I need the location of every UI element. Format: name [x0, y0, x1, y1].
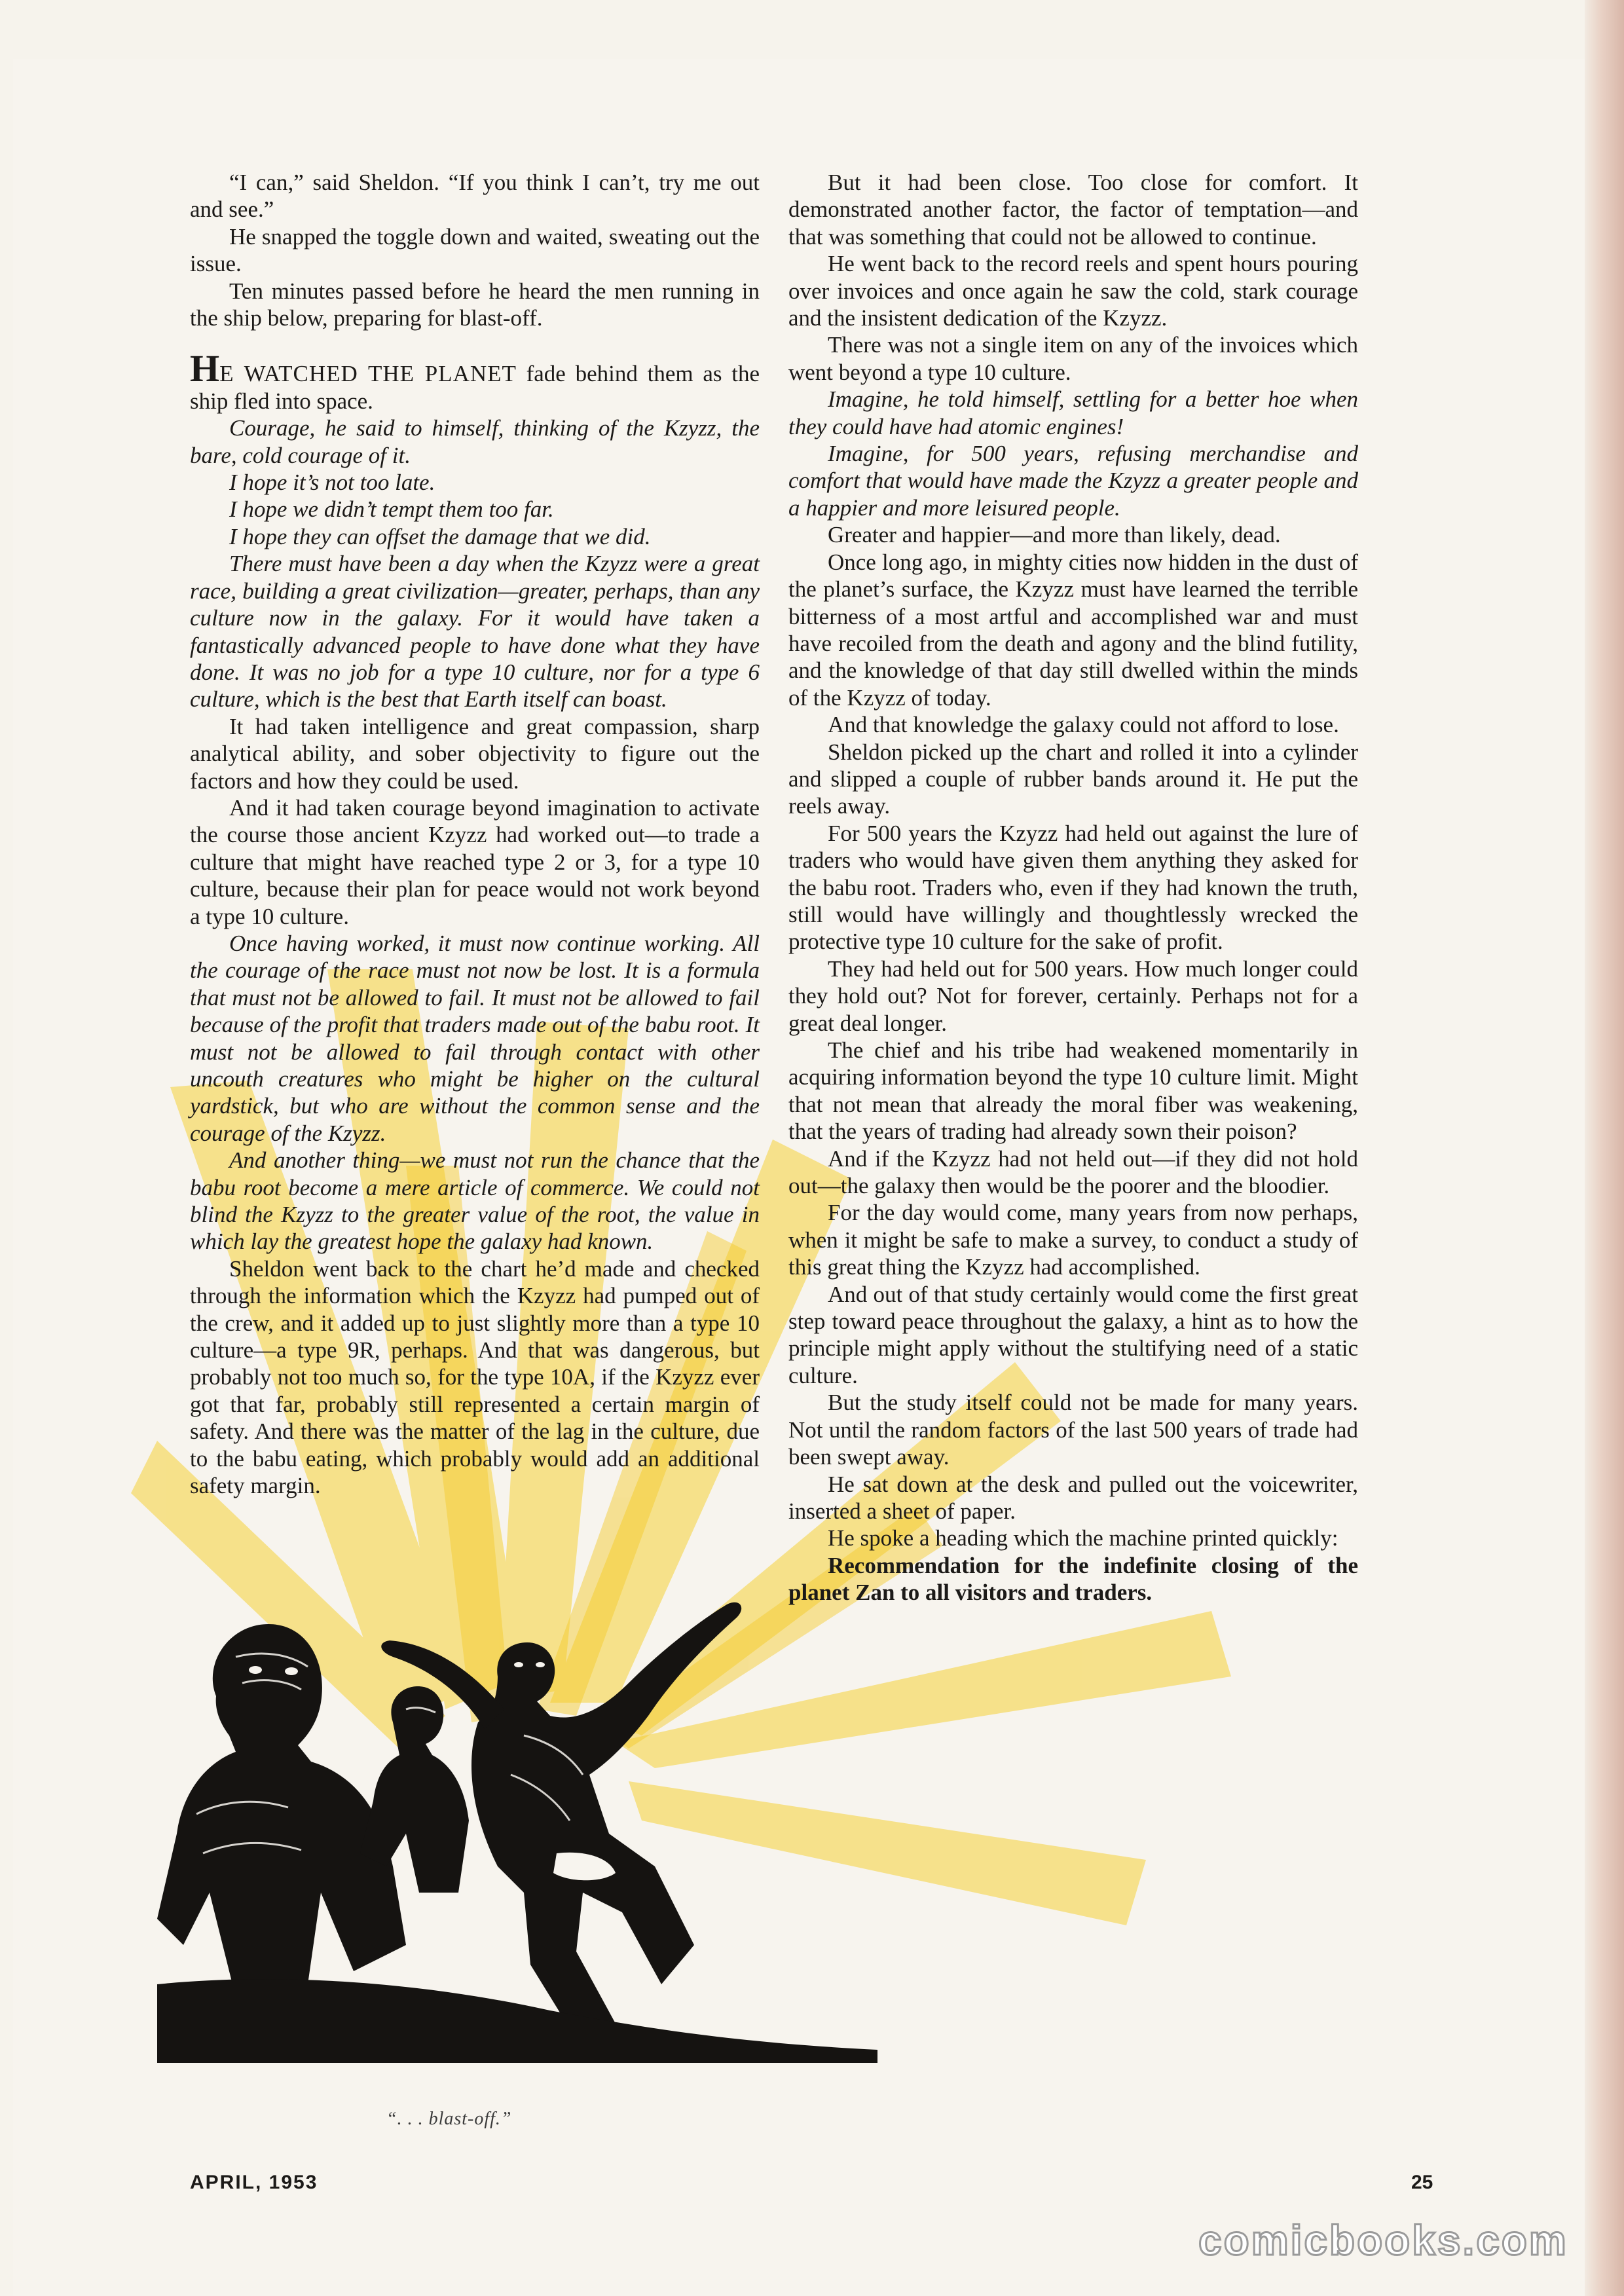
paragraph: I hope they can offset the damage that we did. — [229, 523, 651, 549]
paragraph: And that knowledge the galaxy could not afford to lose. — [828, 712, 1339, 738]
paragraph: Greater and happier—and more than likely, dead. — [828, 522, 1281, 548]
paragraph: Ten minutes passed before he heard the men running in the ship below, preparing for blast-off. — [190, 278, 760, 331]
paragraph: He went back to the record reels and spent hours pouring over invoices and once again he saw the cold, stark courage and the insistent dedication of the Kzyzz. — [788, 251, 1358, 331]
left-text-column — [190, 169, 760, 1500]
paragraph: Courage, he said to himself, thinking of the Kzyzz, the bare, cold courage of it. — [190, 415, 760, 468]
paragraph: “I can,” said Sheldon. “If you think I can’t, try me out and see.” — [190, 170, 760, 223]
paragraph: There must have been a day when the Kzyzz were a great race, building a great civilization—greater, perhaps, than any culture now in the galaxy. For it would have taken a fantastically advanced people to have done what they have done. It was no job for a type 10 culture, nor for a type 6 culture, which is the best that Earth itself can boast. — [190, 551, 760, 713]
section-opening — [190, 347, 760, 415]
right-text-column — [788, 169, 1358, 1606]
small-caps-lead: E WATCHED THE PLANET — [219, 361, 517, 387]
paragraph: But the study itself could not be made for many years. Not until the random factors of the last 500 years of trade had been swept away. — [788, 1390, 1358, 1470]
paragraph: The chief and his tribe had weakened momentarily in acquiring information beyond the type 10 culture limit. Might that not mean that already the moral fiber was weakening, that the years of trading had already sown their poison? — [788, 1037, 1358, 1145]
paragraph: There was not a single item on any of the invoices which went beyond a type 10 culture. — [788, 332, 1358, 385]
paragraph: And it had taken courage beyond imagination to activate the course those ancient Kzyzz had worked out—to trade a culture that might have reached type 2 or 3, for a type 10 culture, because their plan for peace would not work beyond a type 10 culture. — [190, 794, 760, 929]
paragraph: I hope we didn’t tempt them too far. — [229, 496, 554, 523]
paragraph: Imagine, for 500 years, refusing merchandise and comfort that would have made the Kzyzz a greater people and a happier and more leisured people. — [788, 441, 1358, 521]
paragraph: And if the Kzyzz had not held out—if they did not hold out—the galaxy then would be the poorer and the bloodier. — [788, 1145, 1358, 1199]
paragraph: It had taken intelligence and great compassion, sharp analytical ability, and sober objectivity to figure out the factors and how they could be used. — [190, 713, 760, 794]
figures-illustration — [157, 1526, 917, 2063]
paragraph: He snapped the toggle down and waited, sweating out the issue. — [190, 223, 760, 277]
paragraph: Imagine, he told himself, settling for a better hoe when they could have had atomic engines! — [788, 386, 1358, 439]
paragraph: I hope it’s not too late. — [229, 470, 435, 496]
section-opening-rest: fade behind them as the ship fled into space. — [190, 361, 760, 414]
drop-cap: H — [190, 347, 220, 390]
paragraph: They had held out for 500 years. How much longer could they hold out? Not for forever, certainly. Perhaps not for a great deal longer. — [788, 955, 1358, 1036]
paragraph: For the day would come, many years from now perhaps, when it might be safe to make a survey, to conduct a study of this great thing the Kzyzz had accomplished. — [788, 1200, 1358, 1280]
paragraph: He sat down at the desk and pulled out the voicewriter, inserted a sheet of paper. — [788, 1471, 1358, 1524]
illustration-caption: “. . . blast-off.” — [386, 2109, 512, 2129]
recommendation-heading: Recommendation for the indefinite closing of the planet Zan to all visitors and traders. — [788, 1552, 1358, 1606]
paragraph: He spoke a heading which the machine printed quickly: — [828, 1525, 1338, 1551]
paragraph: For 500 years the Kzyzz had held out against the lure of traders who would have given them anything they asked for the babu root. Traders who, even if they had known the truth, still would have willingly and thoughtlessly wrecked the protective type 10 culture for the sake of profit. — [788, 820, 1358, 955]
paragraph: Once having worked, it must now continue working. All the courage of the race must not now be lost. It is a formula that must not be allowed to fail. It must not be allowed to fail because of the profit that traders made out of the babu root. It must not be allowed to fail through contact with other uncouth creatures who might be higher on the cultural yardstick, but who are without the common sense and the courage of the Kzyzz. — [190, 930, 760, 1146]
paragraph: Sheldon picked up the chart and rolled it into a cylinder and slipped a couple of rubber bands around it. He put the reels away. — [788, 739, 1358, 819]
issue-date: APRIL, 1953 — [190, 2172, 318, 2193]
paragraph: Sheldon went back to the chart he’d made and checked through the information which the Kzyzz had pumped out of the crew, and it added up to just slightly more than a type 10 culture—a type 9R, perhaps. And that was dangerous, but probably not too much so, for the type 10A, if the Kzyzz ever got that far, probably still represented a certain margin of safety. And there was the matter of the lag in the culture, due to the babu eating, which probably would add an additional safety margin. — [190, 1255, 760, 1499]
watermark: comicbooks.com — [1198, 2217, 1568, 2264]
page-number: 25 — [1411, 2172, 1433, 2193]
paragraph: Once long ago, in mighty cities now hidden in the dust of the planet’s surface, the Kzyzz must have learned the terrible bitterness of a most artful and accomplished war and must have recoiled from the death and agony and the blind futility, and the knowledge of that day still dwelled within the minds of the Kzyzz of today. — [788, 549, 1358, 711]
paragraph: And another thing—we must not run the chance that the babu root become a mere article of commerce. We could not blind the Kzyzz to the greater value of the root, the value in which lay the greatest hope the galaxy had known. — [190, 1147, 760, 1255]
paragraph: But it had been close. Too close for comfort. It demonstrated another factor, the factor of temptation—and that was something that could not be allowed to continue. — [788, 170, 1358, 250]
page-edge — [1585, 0, 1624, 2296]
paragraph: And out of that study certainly would come the first great step toward peace throughout the galaxy, a hint as to how the principle might apply without the stultifying need of a static culture. — [788, 1281, 1358, 1388]
